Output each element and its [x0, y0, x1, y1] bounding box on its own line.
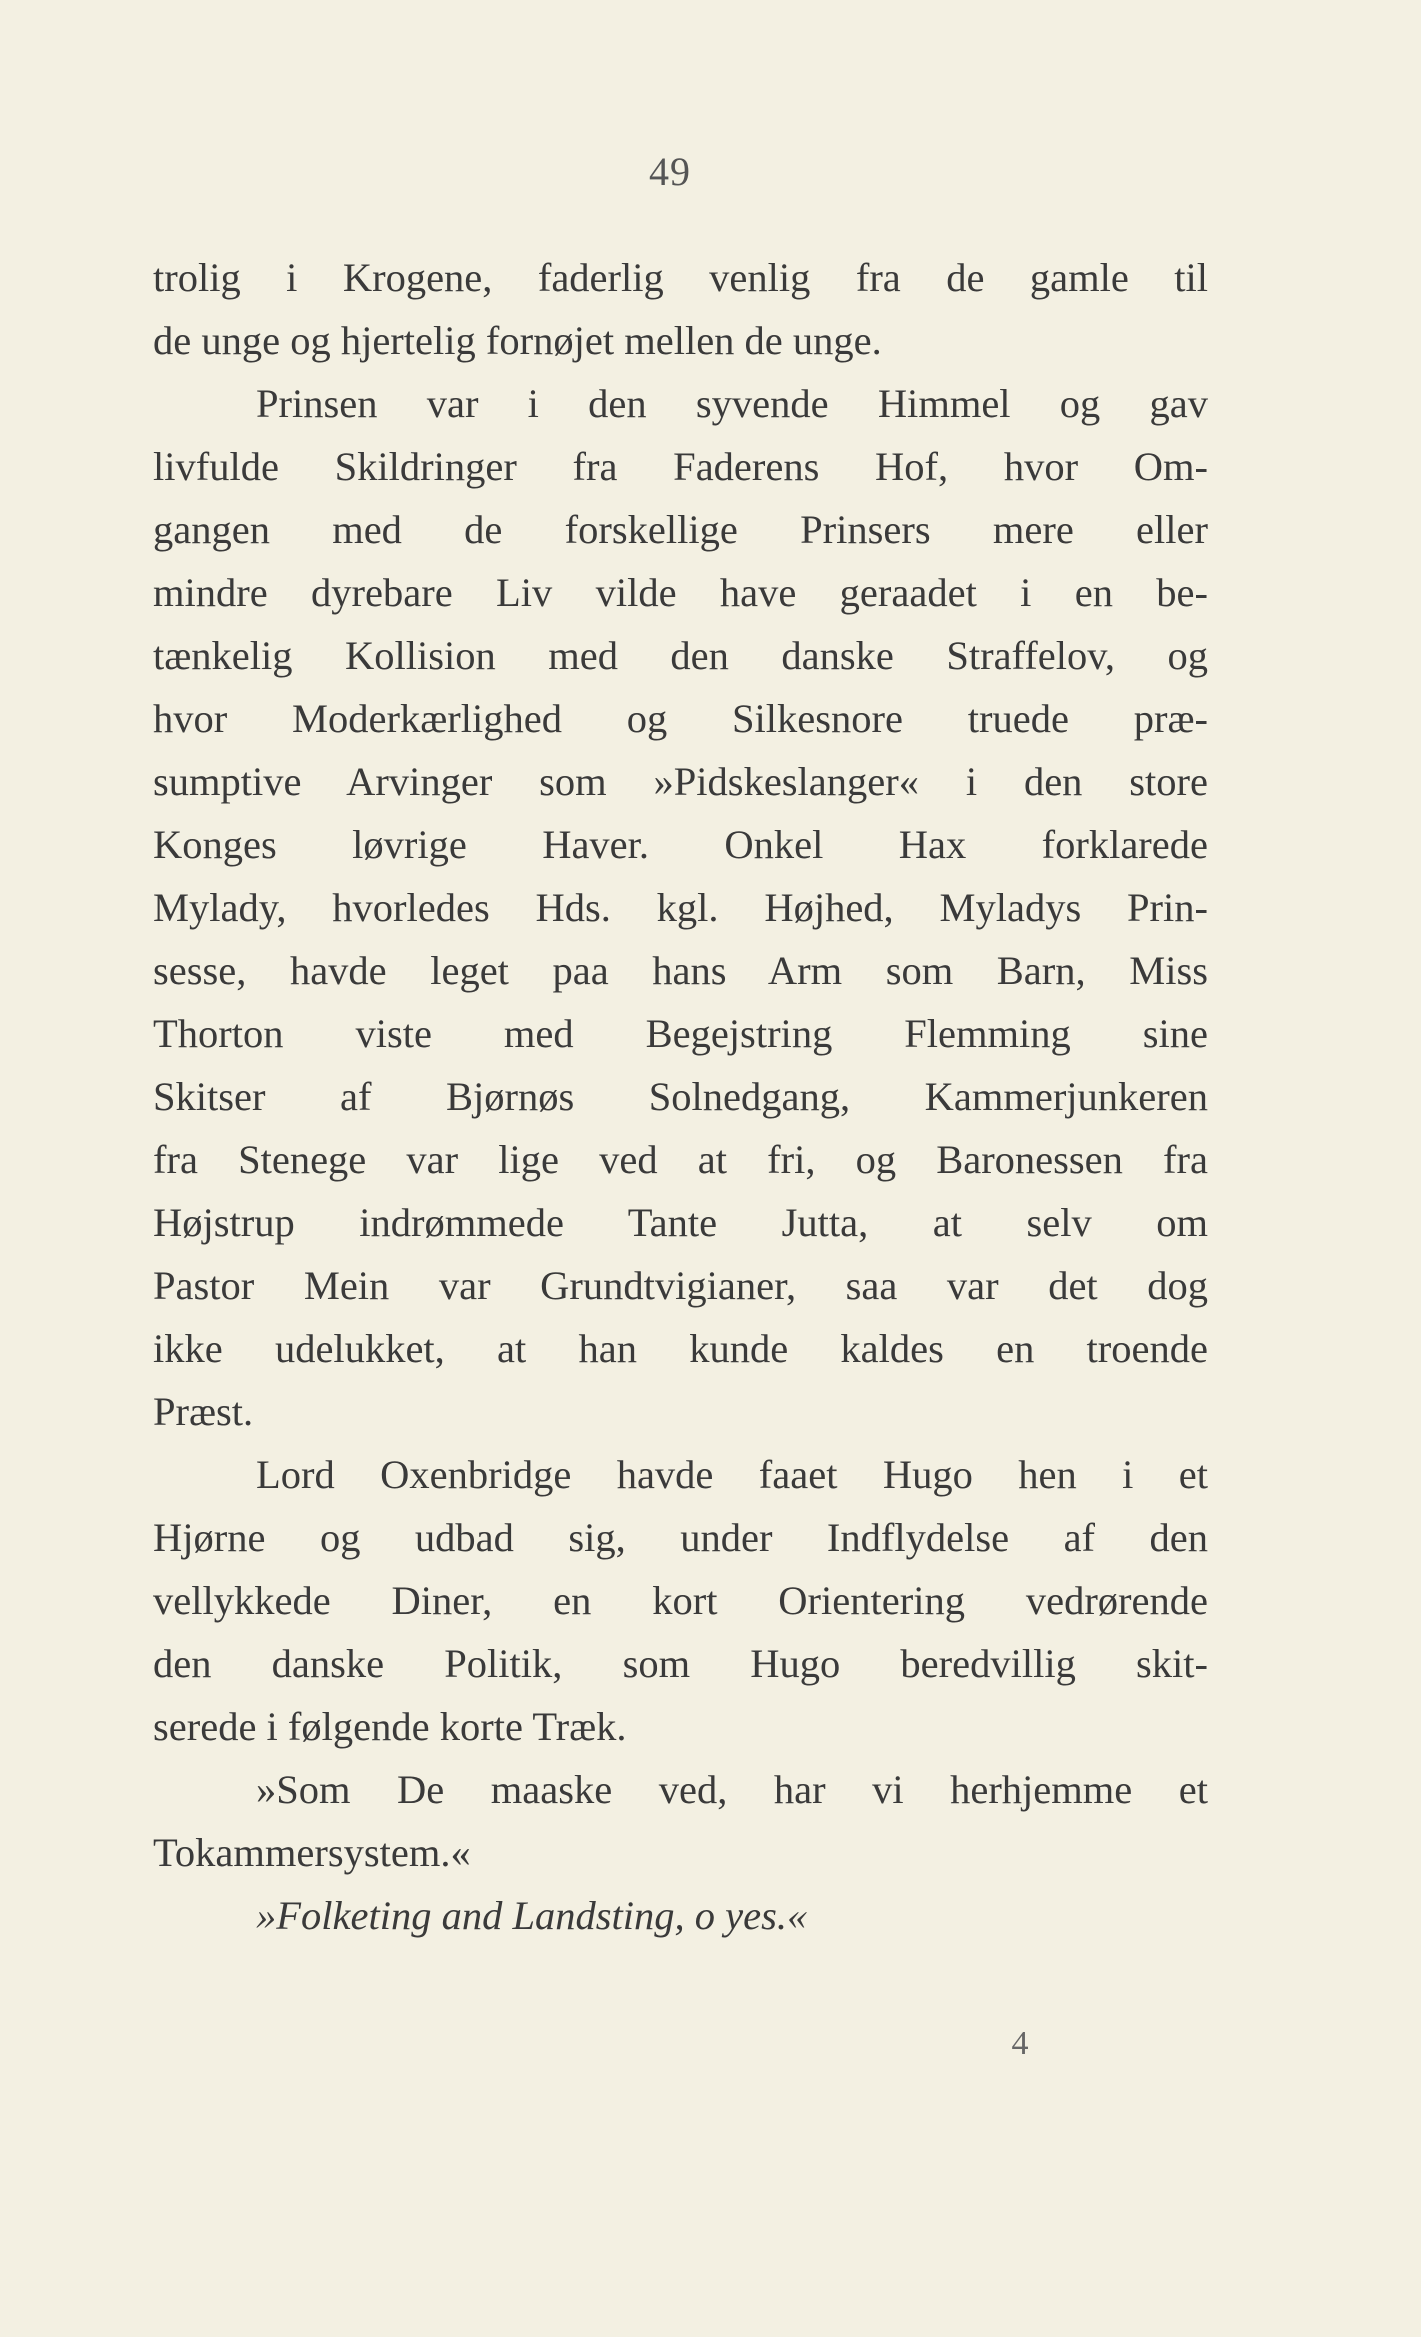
text-line: Mylady, hvorledes Hds. kgl. Højhed, Myladys Prin-	[153, 885, 1208, 930]
text-line: sumptive Arvinger som »Pidskeslanger« i den store	[153, 759, 1208, 804]
text-line: Thorton viste med Begejstring Flemming sine	[153, 1011, 1208, 1056]
signature-mark: 4	[1011, 2025, 1029, 2062]
text-line: sesse, havde leget paa hans Arm som Barn, Miss	[153, 948, 1208, 993]
body-text	[153, 246, 1208, 1947]
text-line: trolig i Krogene, faderlig venlig fra de gamle til	[153, 255, 1208, 300]
text-line: Prinsen var i den syvende Himmel og gav	[256, 381, 1208, 426]
text-line: Konges løvrige Haver. Onkel Hax forklarede	[153, 822, 1208, 867]
text-line: fra Stenege var lige ved at fri, og Baronessen fra	[153, 1137, 1208, 1182]
text-line: Skitser af Bjørnøs Solnedgang, Kammerjunkeren	[153, 1074, 1208, 1119]
text-line: serede i følgende korte Træk.	[153, 1704, 627, 1749]
page-number: 49	[649, 149, 691, 194]
text-line: Tokammersystem.«	[153, 1830, 471, 1875]
text-line: livfulde Skildringer fra Faderens Hof, hvor Om-	[153, 444, 1208, 489]
text-line: Højstrup indrømmede Tante Jutta, at selv om	[153, 1200, 1208, 1245]
text-line: mindre dyrebare Liv vilde have geraadet i en be-	[153, 570, 1208, 615]
text-line: Lord Oxenbridge havde faaet Hugo hen i et	[256, 1452, 1208, 1497]
text-line: gangen med de forskellige Prinsers mere eller	[153, 507, 1208, 552]
text-line: tænkelig Kollision med den danske Straffelov, og	[153, 633, 1208, 678]
text-line: Præst.	[153, 1389, 254, 1434]
text-line: vellykkede Diner, en kort Orientering vedrørende	[153, 1578, 1208, 1623]
text-line: den danske Politik, som Hugo beredvillig skit-	[153, 1641, 1208, 1686]
text-line: Pastor Mein var Grundtvigianer, saa var det dog	[153, 1263, 1208, 1308]
text-line: Hjørne og udbad sig, under Indflydelse af den	[153, 1515, 1208, 1560]
text-line: de unge og hjertelig fornøjet mellen de unge.	[153, 318, 882, 363]
text-line: hvor Moderkærlighed og Silkesnore truede præ-	[153, 696, 1208, 741]
text-line: »Som De maaske ved, har vi herhjemme et	[256, 1767, 1208, 1812]
text-line: »Folketing and Landsting, o yes.«	[256, 1893, 808, 1938]
text-line: ikke udelukket, at han kunde kaldes en troende	[153, 1326, 1208, 1371]
